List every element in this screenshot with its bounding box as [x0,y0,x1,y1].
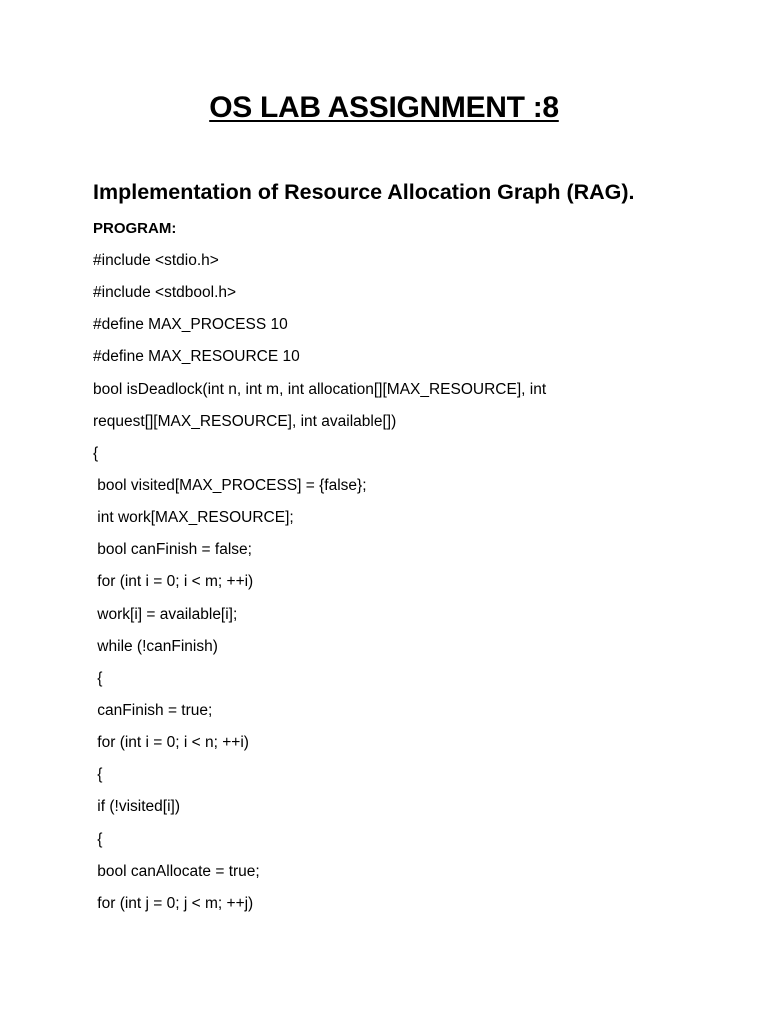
code-line: bool isDeadlock(int n, int m, int allocation[][MAX_RESOURCE], int [93,380,547,398]
code-line: bool canAllocate = true; [93,862,260,880]
code-line: #define MAX_PROCESS 10 [93,316,288,334]
code-line: #define MAX_RESOURCE 10 [93,348,300,366]
code-block [93,250,546,925]
code-line: { [93,766,103,784]
code-line: { [93,669,103,687]
code-line: canFinish = true; [93,701,213,719]
code-line: while (!canFinish) [93,637,218,655]
code-line: request[][MAX_RESOURCE], int available[]) [93,412,397,430]
document-subtitle: Implementation of Resource Allocation Graph (RAG). [93,180,635,204]
code-line: work[i] = available[i]; [93,605,238,623]
code-line: if (!visited[i]) [93,798,180,816]
code-line: for (int i = 0; i < n; ++i) [93,734,249,752]
document-title: OS LAB ASSIGNMENT :8 [209,91,559,124]
code-line: #include <stdio.h> [93,252,219,269]
code-line: int work[MAX_RESOURCE]; [93,509,294,527]
code-line: for (int i = 0; i < m; ++i) [93,573,254,591]
code-line: { [93,444,99,462]
code-line: { [93,830,103,848]
code-line: for (int j = 0; j < m; ++j) [93,894,254,912]
code-line: bool canFinish = false; [93,541,252,559]
program-label: PROGRAM: [93,220,177,237]
code-line: bool visited[MAX_PROCESS] = {false}; [93,476,367,494]
code-line: #include <stdbool.h> [93,284,237,302]
